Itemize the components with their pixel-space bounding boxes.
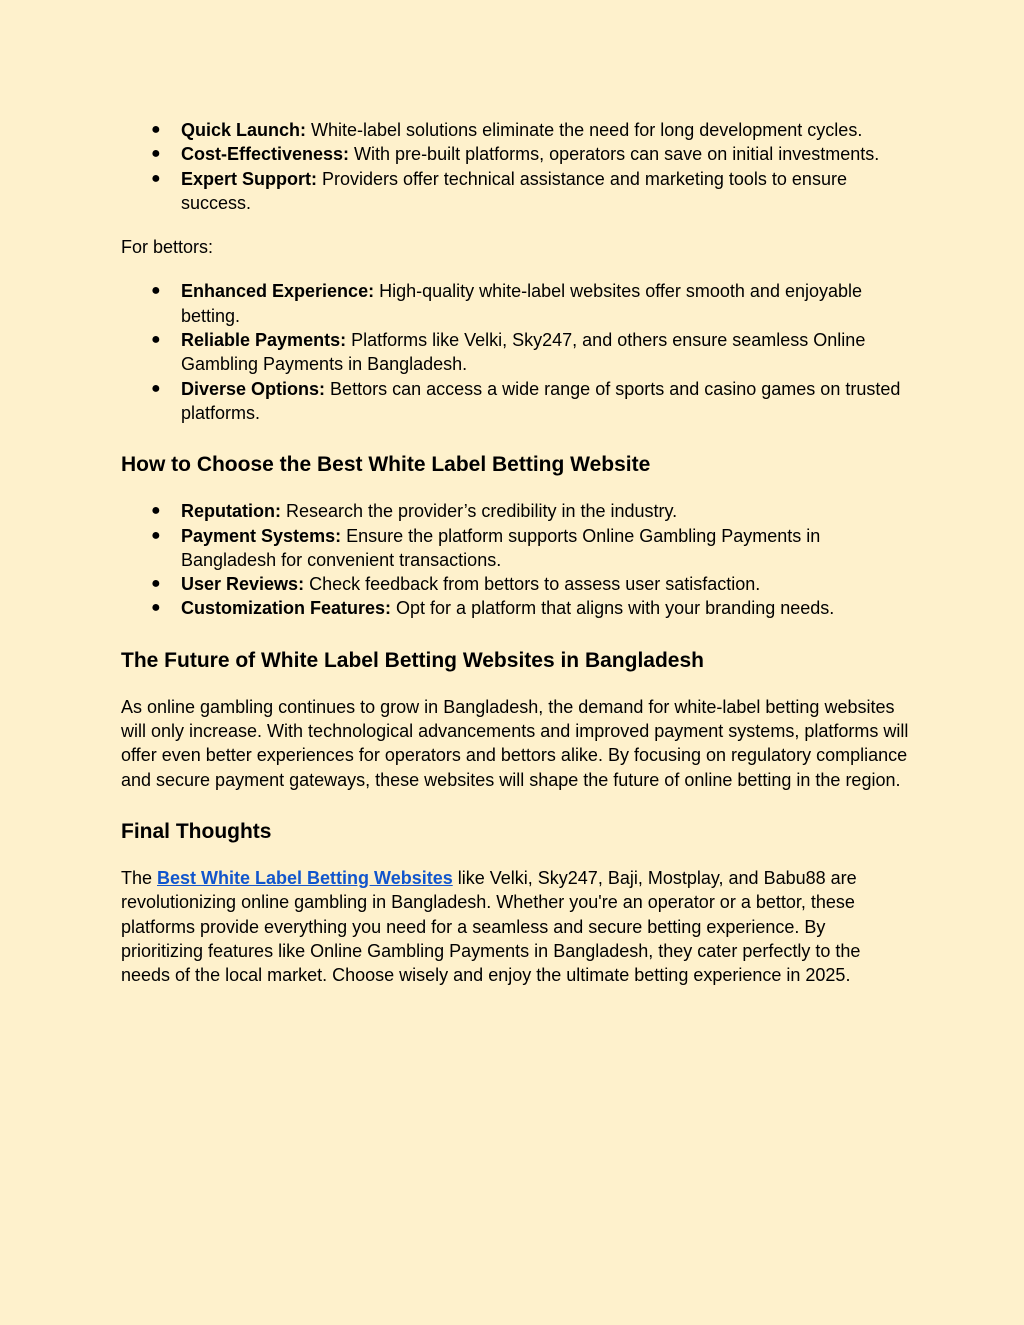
list-item xyxy=(121,572,911,596)
bettors-benefits-list xyxy=(121,279,911,425)
list-item xyxy=(121,167,911,216)
list-item xyxy=(121,377,911,426)
list-item-term: Diverse Options: xyxy=(181,378,326,399)
best-white-label-link[interactable]: Best White Label Betting Websites xyxy=(157,867,453,888)
list-item xyxy=(121,596,911,620)
bullet-icon: ● xyxy=(151,121,161,138)
list-item-text: Ensure the platform supports Online Gambling Payments in Bangladesh for convenient transactions. xyxy=(181,525,821,570)
bullet-icon: ● xyxy=(151,526,161,544)
bullet-icon: ● xyxy=(151,331,161,349)
list-item xyxy=(121,524,911,573)
bettors-intro: For bettors: xyxy=(121,237,214,258)
list-item-text: Platforms like Velki, Sky247, and others ensure seamless Online Gambling Payments in Bangladesh. xyxy=(181,330,866,375)
list-item-text: White-label solutions eliminate the need for long development cycles. xyxy=(306,120,863,140)
list-item-text: Bettors can access a wide range of sports and casino games on trusted platforms. xyxy=(181,378,901,423)
list-item-text: Providers offer technical assistance and marketing tools to ensure success. xyxy=(181,168,847,213)
list-item-text: High-quality white-label websites offer smooth and enjoyable betting. xyxy=(181,281,863,326)
list-item-text: With pre-built platforms, operators can save on initial investments. xyxy=(349,144,880,165)
bullet-icon: ● xyxy=(151,169,161,187)
list-item-text: Research the provider’s credibility in the industry. xyxy=(280,501,678,522)
list-item-term: Reputation: xyxy=(181,501,281,522)
future-heading: The Future of White Label Betting Websites in Bangladesh xyxy=(121,648,704,672)
list-item-term: Customization Features: xyxy=(181,598,392,619)
bullet-icon: ● xyxy=(151,599,161,617)
bullet-icon: ● xyxy=(151,282,161,300)
list-item xyxy=(121,499,911,523)
future-paragraph: As online gambling continues to grow in Bangladesh, the demand for white-label betting websites will only increase. With technological advancements and improved payment systems, platforms will offer even better experiences for operators and bettors alike. By focusing on regulatory compliance and secure payment gateways, these websites will shape the future of online betting in the region. xyxy=(121,696,909,790)
list-item-term: Cost-Effectiveness: xyxy=(181,144,350,165)
list-item-term: Expert Support: xyxy=(181,168,318,189)
list-item-term: Quick Launch: xyxy=(181,120,307,140)
list-item xyxy=(121,118,911,142)
operators-benefits-list xyxy=(121,118,911,215)
list-item-text: Check feedback from bettors to assess user satisfaction. xyxy=(304,574,761,595)
list-item xyxy=(121,142,911,166)
final-paragraph-prefix: The xyxy=(121,867,158,888)
bullet-icon: ● xyxy=(151,145,161,163)
list-item-term: Reliable Payments: xyxy=(181,330,347,351)
list-item-term: User Reviews: xyxy=(181,574,305,595)
list-item xyxy=(121,328,911,377)
choose-criteria-list xyxy=(121,499,911,620)
list-item xyxy=(121,279,911,328)
document-page xyxy=(121,118,911,987)
final-paragraph xyxy=(121,866,911,987)
bullet-icon: ● xyxy=(151,379,161,397)
bullet-icon: ● xyxy=(151,502,161,520)
final-thoughts-heading: Final Thoughts xyxy=(121,819,272,843)
choose-heading: How to Choose the Best White Label Betting Website xyxy=(121,453,651,477)
list-item-text: Opt for a platform that aligns with your branding needs. xyxy=(391,598,835,619)
list-item-term: Payment Systems: xyxy=(181,525,342,546)
final-paragraph-suffix: like Velki, Sky247, Baji, Mostplay, and Babu88 are revolutionizing online gambling in Bangladesh. Whether you're an operator or a bettor, these platforms provide everything you need for a seamless and secure betting experience. By prioritizing features like Online Gambling Payments in Bangladesh, they cater perfectly to the needs of the local market. Choose wisely and enjoy the ultimate betting experience in 2025. xyxy=(121,867,861,986)
list-item-term: Enhanced Experience: xyxy=(181,281,375,302)
bullet-icon: ● xyxy=(151,575,161,593)
